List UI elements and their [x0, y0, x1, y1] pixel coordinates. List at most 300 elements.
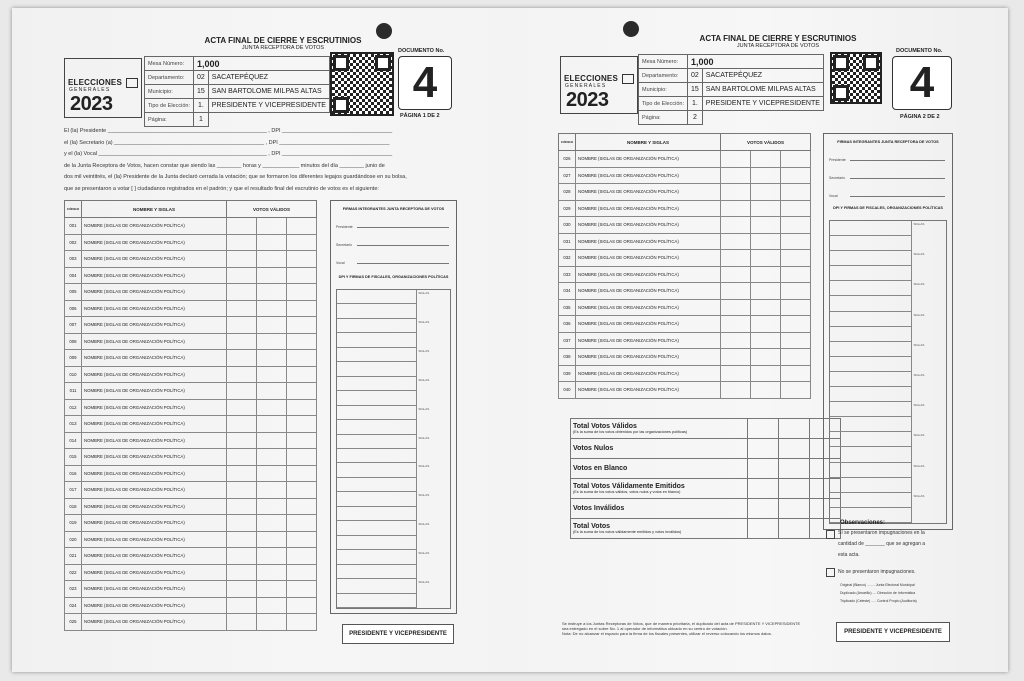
fiscal-signature-slot[interactable]	[337, 290, 416, 304]
vote-digit-box[interactable]	[781, 250, 811, 267]
siglas-label: SIGLAS	[418, 551, 430, 556]
fiscal-signature-slot[interactable]	[337, 420, 416, 434]
vote-digit-box[interactable]	[227, 218, 257, 235]
fiscal-signature-slot[interactable]	[337, 507, 416, 521]
party-name-field[interactable]: NOMBRE (SIGLAS DE ORGANIZACIÓN POLÍTICA)	[82, 234, 227, 251]
qr-code-icon	[330, 52, 394, 116]
fiscal-signature-slot[interactable]	[337, 362, 416, 376]
vote-digit-box[interactable]	[721, 365, 751, 382]
fiscal-signature-slot[interactable]	[337, 406, 416, 420]
vote-digit-box[interactable]	[287, 399, 317, 416]
party-row	[65, 531, 317, 548]
document-number: 4	[909, 58, 935, 107]
form-page-1	[58, 18, 468, 658]
vote-digit-box[interactable]	[257, 218, 287, 235]
vote-digit-box[interactable]	[287, 251, 317, 268]
vote-digit-box[interactable]	[721, 332, 751, 349]
total-digit-box[interactable]	[779, 459, 810, 479]
vote-digit-box[interactable]	[751, 184, 781, 201]
intro-line: el (la) Secretario (a) _________________________________________________ , DPI ____________________________________	[64, 139, 390, 146]
vote-digit-box[interactable]	[781, 200, 811, 217]
siglas-label: SIGLAS	[913, 222, 925, 226]
form-subtitle: JUNTA RECEPTORA DE VOTOS	[736, 43, 820, 49]
vote-digit-box[interactable]	[257, 284, 287, 301]
vote-digit-box[interactable]	[227, 416, 257, 433]
form-title: ACTA FINAL DE CIERRE Y ESCRUTINIOS	[204, 36, 362, 45]
party-name-field[interactable]: NOMBRE (SIGLAS DE ORGANIZACIÓN POLÍTICA)	[82, 564, 227, 581]
vote-digit-box[interactable]	[227, 498, 257, 515]
vote-digit-box[interactable]	[227, 284, 257, 301]
vote-digit-box[interactable]	[257, 234, 287, 251]
party-name-field[interactable]: NOMBRE (SIGLAS DE ORGANIZACIÓN POLÍTICA)	[576, 382, 721, 399]
vote-digit-box[interactable]	[287, 515, 317, 532]
party-name-field[interactable]: NOMBRE (SIGLAS DE ORGANIZACIÓN POLÍTICA)	[576, 349, 721, 366]
votes-table-page-1	[64, 200, 317, 631]
vote-digit-box[interactable]	[751, 349, 781, 366]
party-name-field[interactable]: NOMBRE (SIGLAS DE ORGANIZACIÓN POLÍTICA)	[82, 416, 227, 433]
party-name-field[interactable]: NOMBRE (SIGLAS DE ORGANIZACIÓN POLÍTICA)	[82, 218, 227, 235]
fiscal-signature-slot[interactable]	[337, 304, 416, 318]
total-digit-box[interactable]	[748, 479, 779, 499]
party-name-field[interactable]: NOMBRE (SIGLAS DE ORGANIZACIÓN POLÍTICA)	[82, 548, 227, 565]
total-digit-box[interactable]	[748, 519, 779, 539]
muni-code: 15	[688, 83, 703, 97]
party-name-field[interactable]: NOMBRE (SIGLAS DE ORGANIZACIÓN POLÍTICA)	[82, 366, 227, 383]
fiscal-signature-slot[interactable]	[337, 565, 416, 579]
vote-digit-box[interactable]	[751, 266, 781, 283]
vote-digit-box[interactable]	[721, 266, 751, 283]
party-row	[559, 217, 811, 234]
party-name-field[interactable]: NOMBRE (SIGLAS DE ORGANIZACIÓN POLÍTICA)	[82, 515, 227, 532]
vote-digit-box[interactable]	[721, 151, 751, 168]
vote-digit-box[interactable]	[227, 366, 257, 383]
vote-digit-box[interactable]	[287, 267, 317, 284]
vote-digit-box[interactable]	[227, 548, 257, 565]
party-code: 008	[65, 333, 82, 350]
vote-digit-box[interactable]	[227, 531, 257, 548]
document-number-box	[398, 56, 452, 110]
party-code: 035	[559, 299, 576, 316]
tipo-value: PRESIDENTE Y VICEPRESIDENTE	[702, 97, 823, 111]
vote-digit-box[interactable]	[287, 432, 317, 449]
fiscal-signature-slot[interactable]	[830, 463, 911, 478]
vote-digit-box[interactable]	[721, 167, 751, 184]
fiscal-signature-slot[interactable]	[337, 391, 416, 405]
vote-digit-box[interactable]	[781, 283, 811, 300]
party-name-field[interactable]: NOMBRE (SIGLAS DE ORGANIZACIÓN POLÍTICA)	[82, 432, 227, 449]
vote-digit-box[interactable]	[287, 300, 317, 317]
siglas-label: SIGLAS	[418, 493, 430, 498]
party-code: 001	[65, 218, 82, 235]
party-name-field[interactable]: NOMBRE (SIGLAS DE ORGANIZACIÓN POLÍTICA)	[576, 151, 721, 168]
fiscal-signature-slot[interactable]	[337, 333, 416, 347]
total-digit-box[interactable]	[748, 459, 779, 479]
vote-digit-box[interactable]	[257, 317, 287, 334]
party-name-field[interactable]: NOMBRE (SIGLAS DE ORGANIZACIÓN POLÍTICA)	[82, 350, 227, 367]
party-name-field[interactable]: NOMBRE (SIGLAS DE ORGANIZACIÓN POLÍTICA)	[576, 217, 721, 234]
total-digit-box[interactable]	[748, 439, 779, 459]
vote-digit-box[interactable]	[287, 482, 317, 499]
fiscal-signature-slot[interactable]	[337, 492, 416, 506]
vote-digit-box[interactable]	[781, 184, 811, 201]
vote-digit-box[interactable]	[227, 317, 257, 334]
fiscal-signature-slot[interactable]	[830, 327, 911, 342]
depto-code: 02	[194, 71, 209, 85]
party-code: 024	[65, 597, 82, 614]
signatures-panel	[330, 200, 457, 614]
vote-digit-box[interactable]	[227, 234, 257, 251]
party-name-field[interactable]: NOMBRE (SIGLAS DE ORGANIZACIÓN POLÍTICA)	[576, 167, 721, 184]
party-row	[65, 333, 317, 350]
party-name-field[interactable]: NOMBRE (SIGLAS DE ORGANIZACIÓN POLÍTICA)	[82, 267, 227, 284]
vote-digit-box[interactable]	[287, 366, 317, 383]
vote-digit-box[interactable]	[751, 365, 781, 382]
vote-digit-box[interactable]	[721, 299, 751, 316]
party-row	[559, 200, 811, 217]
signatures-title: FIRMAS INTEGRANTES JUNTA RECEPTORA DE VOTOS	[837, 140, 939, 144]
party-code: 030	[559, 217, 576, 234]
vote-digit-box[interactable]	[257, 465, 287, 482]
party-name-field[interactable]: NOMBRE (SIGLAS DE ORGANIZACIÓN POLÍTICA)	[576, 266, 721, 283]
vote-digit-box[interactable]	[287, 564, 317, 581]
fiscal-signature-slot[interactable]	[337, 449, 416, 463]
vote-digit-box[interactable]	[751, 250, 781, 267]
vote-digit-box[interactable]	[287, 614, 317, 631]
party-name-field[interactable]: NOMBRE (SIGLAS DE ORGANIZACIÓN POLÍTICA)	[576, 184, 721, 201]
depto-label: Departamento:	[639, 69, 688, 83]
vote-digit-box[interactable]	[751, 382, 781, 399]
vote-digit-box[interactable]	[227, 597, 257, 614]
election-type-label: PRESIDENTE Y VICEPRESIDENTE	[342, 624, 454, 644]
vote-digit-box[interactable]	[781, 299, 811, 316]
vote-digit-box[interactable]	[227, 350, 257, 367]
vote-digit-box[interactable]	[287, 581, 317, 598]
party-code: 039	[559, 365, 576, 382]
vote-digit-box[interactable]	[227, 267, 257, 284]
party-name-field[interactable]: NOMBRE (SIGLAS DE ORGANIZACIÓN POLÍTICA)	[82, 597, 227, 614]
vote-digit-box[interactable]	[721, 200, 751, 217]
vote-digit-box[interactable]	[721, 233, 751, 250]
siglas-label: SIGLAS	[418, 377, 430, 382]
page-number: 2	[688, 111, 703, 125]
vote-digit-box[interactable]	[227, 333, 257, 350]
name-header: NOMBRE Y SIGLAS	[576, 134, 721, 151]
vote-digit-box[interactable]	[257, 383, 287, 400]
fiscal-signature-slot[interactable]	[830, 402, 911, 417]
votes-table-page-2	[558, 133, 811, 399]
total-digit-box[interactable]	[779, 499, 810, 519]
party-name-field[interactable]: NOMBRE (SIGLAS DE ORGANIZACIÓN POLÍTICA)	[576, 283, 721, 300]
party-name-field[interactable]: NOMBRE (SIGLAS DE ORGANIZACIÓN POLÍTICA)	[82, 317, 227, 334]
vote-digit-box[interactable]	[257, 416, 287, 433]
vote-digit-box[interactable]	[751, 167, 781, 184]
vote-digit-box[interactable]	[257, 333, 287, 350]
vote-digit-box[interactable]	[287, 383, 317, 400]
vote-digit-box[interactable]	[227, 515, 257, 532]
logo-line2: GENERALES	[69, 87, 111, 93]
vote-digit-box[interactable]	[751, 283, 781, 300]
vote-digit-box[interactable]	[781, 151, 811, 168]
vote-digit-box[interactable]	[257, 350, 287, 367]
vocal-label: Vocal	[829, 194, 838, 198]
vote-digit-box[interactable]	[781, 382, 811, 399]
party-name-field[interactable]: NOMBRE (SIGLAS DE ORGANIZACIÓN POLÍTICA)	[82, 284, 227, 301]
vote-digit-box[interactable]	[287, 597, 317, 614]
party-name-field[interactable]: NOMBRE (SIGLAS DE ORGANIZACIÓN POLÍTICA)	[576, 316, 721, 333]
impugnaciones-no-checkbox[interactable]	[826, 568, 835, 577]
vote-digit-box[interactable]	[257, 498, 287, 515]
party-row	[65, 383, 317, 400]
party-name-field[interactable]: NOMBRE (SIGLAS DE ORGANIZACIÓN POLÍTICA)	[576, 200, 721, 217]
impugnaciones-yes-checkbox[interactable]	[826, 530, 835, 539]
fiscal-signature-slot[interactable]	[337, 463, 416, 477]
fiscal-signature-slot[interactable]	[337, 550, 416, 564]
party-code: 021	[65, 548, 82, 565]
vote-digit-box[interactable]	[751, 233, 781, 250]
party-row	[65, 350, 317, 367]
total-digit-box[interactable]	[779, 519, 810, 539]
party-name-field[interactable]: NOMBRE (SIGLAS DE ORGANIZACIÓN POLÍTICA)	[576, 332, 721, 349]
vote-digit-box[interactable]	[227, 300, 257, 317]
siglas-label: SIGLAS	[418, 464, 430, 469]
party-code: 020	[65, 531, 82, 548]
depto-code: 02	[688, 69, 703, 83]
vote-digit-box[interactable]	[227, 564, 257, 581]
total-digit-box[interactable]	[779, 439, 810, 459]
fiscal-signature-slot[interactable]	[830, 221, 911, 236]
vote-digit-box[interactable]	[257, 449, 287, 466]
party-name-field[interactable]: NOMBRE (SIGLAS DE ORGANIZACIÓN POLÍTICA)	[82, 300, 227, 317]
siglas-label: SIGLAS	[913, 403, 925, 408]
total-digit-box[interactable]	[779, 419, 810, 439]
vote-digit-box[interactable]	[781, 217, 811, 234]
party-name-field[interactable]: NOMBRE (SIGLAS DE ORGANIZACIÓN POLÍTICA)	[82, 333, 227, 350]
party-row	[559, 332, 811, 349]
party-row	[65, 614, 317, 631]
vote-digit-box[interactable]	[257, 399, 287, 416]
fiscal-signature-slot[interactable]	[830, 266, 911, 281]
vote-digit-box[interactable]	[227, 251, 257, 268]
vote-digit-box[interactable]	[227, 383, 257, 400]
total-digit-box[interactable]	[748, 499, 779, 519]
muni-value: SAN BARTOLOME MILPAS ALTAS	[208, 85, 329, 99]
fiscal-signature-slot[interactable]	[337, 579, 416, 593]
vote-digit-box[interactable]	[751, 332, 781, 349]
form-title: ACTA FINAL DE CIERRE Y ESCRUTINIOS	[699, 34, 857, 43]
vote-digit-box[interactable]	[287, 350, 317, 367]
party-name-field[interactable]: NOMBRE (SIGLAS DE ORGANIZACIÓN POLÍTICA)	[82, 482, 227, 499]
vote-digit-box[interactable]	[257, 548, 287, 565]
party-row	[559, 250, 811, 267]
mesa-value: 1,000	[194, 57, 330, 71]
election-type-label: PRESIDENTE Y VICEPRESIDENTE	[836, 622, 950, 642]
vote-digit-box[interactable]	[257, 251, 287, 268]
fiscal-signature-slot[interactable]	[830, 387, 911, 402]
total-digit-box[interactable]	[779, 479, 810, 499]
fiscal-signature-slot[interactable]	[830, 357, 911, 372]
party-code: 009	[65, 350, 82, 367]
vote-digit-box[interactable]	[781, 365, 811, 382]
vote-digit-box[interactable]	[227, 482, 257, 499]
vote-digit-box[interactable]	[721, 184, 751, 201]
vote-digit-box[interactable]	[257, 366, 287, 383]
fiscal-signature-slot[interactable]	[830, 312, 911, 327]
totals-row	[571, 419, 841, 439]
vote-digit-box[interactable]	[781, 332, 811, 349]
fiscal-signature-slot[interactable]	[830, 236, 911, 251]
vote-digit-box[interactable]	[781, 349, 811, 366]
fiscal-signature-slot[interactable]	[830, 297, 911, 312]
vote-digit-box[interactable]	[781, 316, 811, 333]
totals-table	[570, 418, 841, 539]
party-row	[65, 284, 317, 301]
vote-digit-box[interactable]	[781, 266, 811, 283]
totals-sublabel: (Es la suma de los votos válidos, votos nulos y votos en blanco)	[573, 490, 681, 494]
vote-digit-box[interactable]	[721, 283, 751, 300]
party-code: 036	[559, 316, 576, 333]
siglas-label: SIGLAS	[913, 493, 925, 498]
party-name-field[interactable]: NOMBRE (SIGLAS DE ORGANIZACIÓN POLÍTICA)	[82, 251, 227, 268]
vote-digit-box[interactable]	[721, 316, 751, 333]
document-number: 4	[412, 58, 438, 107]
vote-digit-box[interactable]	[287, 498, 317, 515]
fiscal-signature-slot[interactable]	[830, 281, 911, 296]
party-name-field[interactable]: NOMBRE (SIGLAS DE ORGANIZACIÓN POLÍTICA)	[82, 383, 227, 400]
party-row	[559, 365, 811, 382]
fiscal-signature-slot[interactable]	[830, 432, 911, 447]
vote-digit-box[interactable]	[257, 482, 287, 499]
distribution-line: Original (Blanco) ........ Junta Electoral Municipal	[840, 583, 915, 587]
fiscal-signature-slot[interactable]	[337, 319, 416, 333]
party-name-field[interactable]: NOMBRE (SIGLAS DE ORGANIZACIÓN POLÍTICA)	[576, 365, 721, 382]
vote-digit-box[interactable]	[257, 267, 287, 284]
party-row	[559, 233, 811, 250]
vote-digit-box[interactable]	[287, 284, 317, 301]
vote-digit-box[interactable]	[257, 614, 287, 631]
vote-digit-box[interactable]	[751, 217, 781, 234]
vote-digit-box[interactable]	[257, 515, 287, 532]
vote-digit-box[interactable]	[227, 581, 257, 598]
vote-digit-box[interactable]	[287, 531, 317, 548]
party-name-field[interactable]: NOMBRE (SIGLAS DE ORGANIZACIÓN POLÍTICA)	[576, 299, 721, 316]
vote-digit-box[interactable]	[227, 449, 257, 466]
form-subtitle: JUNTA RECEPTORA DE VOTOS	[241, 45, 325, 51]
fiscal-signature-slot[interactable]	[337, 377, 416, 391]
vote-digit-box[interactable]	[227, 399, 257, 416]
fiscal-signature-slot[interactable]	[337, 435, 416, 449]
party-name-field[interactable]: NOMBRE (SIGLAS DE ORGANIZACIÓN POLÍTICA)	[82, 449, 227, 466]
vote-digit-box[interactable]	[227, 614, 257, 631]
vote-digit-box[interactable]	[227, 465, 257, 482]
vote-digit-box[interactable]	[751, 200, 781, 217]
party-row	[559, 167, 811, 184]
party-name-field[interactable]: NOMBRE (SIGLAS DE ORGANIZACIÓN POLÍTICA)	[82, 399, 227, 416]
vote-digit-box[interactable]	[721, 217, 751, 234]
party-row	[559, 349, 811, 366]
vote-digit-box[interactable]	[257, 531, 287, 548]
fiscal-signature-slot[interactable]	[337, 348, 416, 362]
siglas-label: SIGLAS	[913, 312, 925, 317]
party-name-field[interactable]: NOMBRE (SIGLAS DE ORGANIZACIÓN POLÍTICA)	[82, 498, 227, 515]
party-code: 017	[65, 482, 82, 499]
fiscal-signature-slot[interactable]	[337, 521, 416, 535]
party-name-field[interactable]: NOMBRE (SIGLAS DE ORGANIZACIÓN POLÍTICA)	[82, 531, 227, 548]
siglas-label: SIGLAS	[418, 319, 430, 324]
fiscal-signature-slot[interactable]	[830, 493, 911, 508]
vote-digit-box[interactable]	[721, 250, 751, 267]
vote-digit-box[interactable]	[287, 548, 317, 565]
vote-digit-box[interactable]	[781, 167, 811, 184]
vote-digit-box[interactable]	[287, 449, 317, 466]
vote-digit-box[interactable]	[287, 234, 317, 251]
vote-digit-box[interactable]	[721, 349, 751, 366]
fiscal-signature-slot[interactable]	[830, 342, 911, 357]
party-row	[65, 465, 317, 482]
vote-digit-box[interactable]	[751, 151, 781, 168]
party-row	[559, 299, 811, 316]
fiscal-signature-slot[interactable]	[830, 372, 911, 387]
party-row	[65, 548, 317, 565]
party-name-field[interactable]: NOMBRE (SIGLAS DE ORGANIZACIÓN POLÍTICA)	[576, 250, 721, 267]
party-name-field[interactable]: NOMBRE (SIGLAS DE ORGANIZACIÓN POLÍTICA)	[82, 581, 227, 598]
party-code: 015	[65, 449, 82, 466]
footnote-line: Se instruye a los Juntas Receptoras de Votos, que de manera prioritaria, el duplicado del acta de PRESIDENTE Y VICEPRESIDENTE	[562, 621, 801, 626]
fiscal-signature-slot[interactable]	[830, 251, 911, 266]
party-code: 026	[559, 151, 576, 168]
vote-digit-box[interactable]	[287, 333, 317, 350]
fiscal-signature-slot[interactable]	[830, 478, 911, 493]
fiscal-signature-slot[interactable]	[337, 536, 416, 550]
pin-hole	[623, 21, 639, 37]
party-name-field[interactable]: NOMBRE (SIGLAS DE ORGANIZACIÓN POLÍTICA)	[82, 614, 227, 631]
fiscal-signature-slot[interactable]	[337, 478, 416, 492]
siglas-label: SIGLAS	[418, 406, 430, 411]
totals-label: Votos Inválidos	[573, 505, 625, 512]
vote-digit-box[interactable]	[257, 564, 287, 581]
party-code: 019	[65, 515, 82, 532]
total-digit-box[interactable]	[748, 419, 779, 439]
vote-digit-box[interactable]	[227, 432, 257, 449]
obs-line-1: Sí se presentaron impugnaciones en la	[838, 530, 925, 536]
vote-digit-box[interactable]	[751, 299, 781, 316]
vote-digit-box[interactable]	[287, 317, 317, 334]
vote-digit-box[interactable]	[751, 316, 781, 333]
vote-digit-box[interactable]	[257, 432, 287, 449]
fiscal-signature-slot[interactable]	[830, 417, 911, 432]
siglas-label: SIGLAS	[418, 580, 430, 585]
vote-digit-box[interactable]	[257, 597, 287, 614]
party-row	[65, 251, 317, 268]
vote-digit-box[interactable]	[287, 465, 317, 482]
vote-digit-box[interactable]	[721, 382, 751, 399]
totals-row	[571, 479, 841, 499]
fiscal-signature-slot[interactable]	[830, 448, 911, 463]
vote-digit-box[interactable]	[257, 300, 287, 317]
obs-line-3: esta acta.	[838, 552, 860, 558]
logo-year: 2023	[566, 89, 609, 111]
vote-digit-box[interactable]	[257, 581, 287, 598]
totals-row	[571, 439, 841, 459]
vote-digit-box[interactable]	[781, 233, 811, 250]
intro-line: dos mil veintitrés, el (la) Presidente de la Junta declaró cerrada la votación; que se formaron los diferentes legajos guardándose en su bolsa,	[64, 174, 407, 180]
mesa-value: 1,000	[688, 55, 824, 69]
siglas-label: SIGLAS	[913, 433, 925, 438]
vote-digit-box[interactable]	[287, 218, 317, 235]
party-name-field[interactable]: NOMBRE (SIGLAS DE ORGANIZACIÓN POLÍTICA)	[576, 233, 721, 250]
fiscal-signature-slot[interactable]	[337, 594, 416, 608]
party-name-field[interactable]: NOMBRE (SIGLAS DE ORGANIZACIÓN POLÍTICA)	[82, 465, 227, 482]
vote-digit-box[interactable]	[287, 416, 317, 433]
